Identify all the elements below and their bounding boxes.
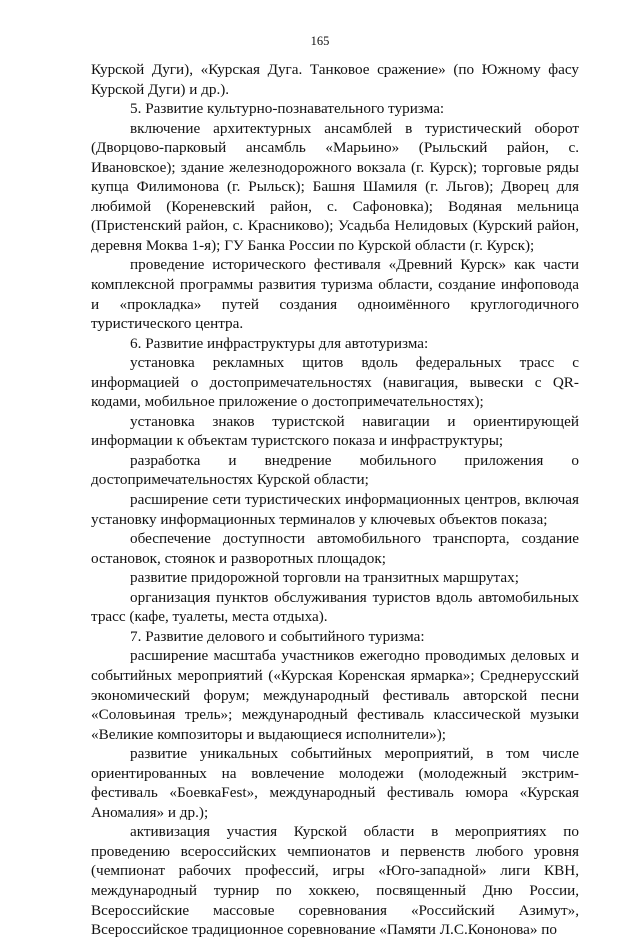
paragraph: обеспечение доступности автомобильного транспорта, создание остановок, стоянок и разворотных площадок;: [91, 530, 579, 567]
paragraph: включение архитектурных ансамблей в туристический оборот (Дворцово-парковый ансамбль «Марьино» (Рыльский район, с. Ивановское); здание железнодорожного вокзала (г. Курск); торговые ряды купца Филимонова (г. Рыльск); Башня Шамиля (г. Льгов); Дворец для любимой (Кореневский район, с. Сафоновка); Водяная мельница (Пристенский район, с. Красниково); Усадьба Нелидовых (Курский район, деревня Моква 1-я); ГУ Банка России по Курской области (г. Курск);: [91, 119, 579, 254]
paragraph: проведение исторического фестиваля «Древний Курск» как части комплексной программы развития туризма области, создание инфоповода и «прокладка» путей создания одноимённого круглогодичного туристического центра.: [91, 256, 579, 333]
paragraph: активизация участия Курской области в мероприятиях по проведению всероссийских чемпионатов и первенств любого уровня (чемпионат рабочих профессий, игры «Юго-западной» лиги КВН, международный турнир по хоккею, посвященный Дню России, Всероссийские массовые соревнования «Российский Азимут», Всероссийское традиционное соревнование «Памяти Л.С.Кононова» по: [91, 823, 579, 939]
paragraph: 6. Развитие инфраструктуры для автотуризма:: [130, 334, 429, 352]
paragraph: организация пунктов обслуживания туристов вдоль автомобильных трасс (кафе, туалеты, места отдыха).: [91, 588, 579, 626]
paragraph: установка знаков туристской навигации и ориентирующей информации к объектам туристского показа и инфраструктуры;: [91, 412, 579, 450]
paragraph: Курской Дуги), «Курская Дуга. Танковое сражение» (по Южному фасу Курской Дуги) и др.).: [91, 61, 579, 98]
paragraph: разработка и внедрение мобильного приложения о достопримечательностях Курской области;: [91, 451, 579, 489]
paragraph: 5. Развитие культурно-познавательного туризма:: [130, 100, 445, 118]
paragraph: расширение масштаба участников ежегодно проводимых деловых и событийных мероприятий («Курская Коренская ярмарка»; Среднерусский экономический форум; международный фестиваль авторской песни «Соловьиная трель»; международный фестиваль классической музыки «Великие композиторы и выдающиеся исполнители»);: [91, 647, 579, 743]
document-body: [91, 60, 579, 940]
paragraph: расширение сети туристических информационных центров, включая установку информационных терминалов у ключевых объектов показа;: [91, 491, 579, 528]
paragraph: развитие придорожной торговли на транзитных маршрутах;: [130, 569, 519, 587]
page-number: 165: [310, 34, 330, 48]
paragraph: развитие уникальных событийных мероприятий, в том числе ориентированных на вовлечение молодежи (молодежный экстрим-фестиваль «БоевкаFest», международный фестиваль юмора «Курская Аномалия» и др.);: [91, 745, 579, 821]
paragraph: установка рекламных щитов вдоль федеральных трасс с информацией о достопримечательностях (навигация, вывески с QR-кодами, мобильное приложение о достопримечательностях);: [91, 354, 579, 411]
paragraph: 7. Развитие делового и событийного туризма:: [130, 627, 425, 645]
